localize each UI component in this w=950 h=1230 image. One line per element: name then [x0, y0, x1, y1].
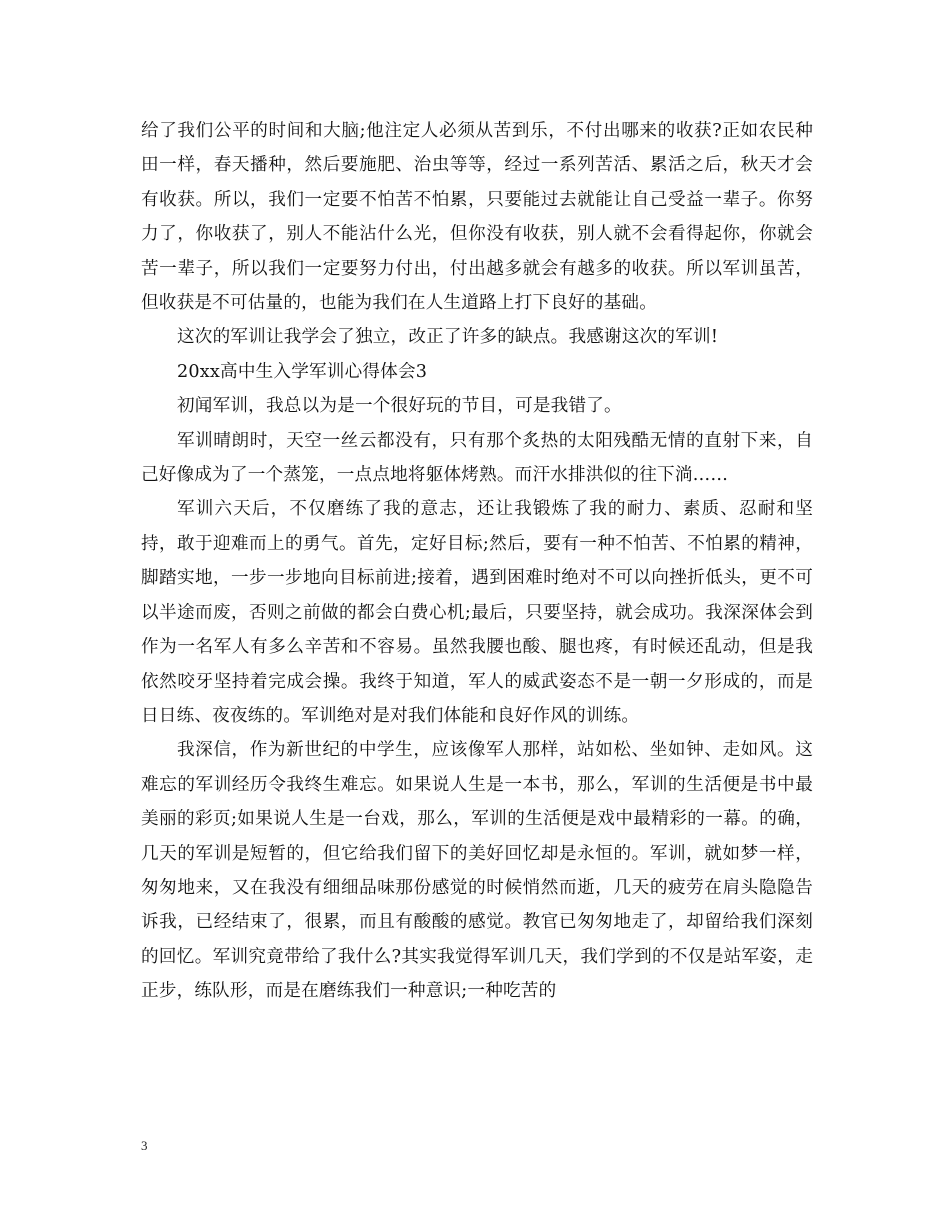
document-body	[141, 114, 813, 1009]
paragraph-gratitude: 这次的军训让我学会了独立，改正了许多的缺点。我感谢这次的军训!	[177, 327, 719, 348]
section-heading: 20xx高中生入学军训心得体会3	[177, 361, 428, 382]
paragraph-continued: 给了我们公平的时间和大脑;他注定人必须从苦到乐，不付出哪来的收获?正如农民种田一样，春天播种，然后要施肥、治虫等等，经过一系列苦活、累活之后，秋天才会有收获。所以，我们一定要不怕苦不怕累，只要能过去就能让自己受益一辈子。你努力了，你收获了，别人不能沾什么光，但你没有收获，别人就不会看得起你，你就会苦一辈子，所以我们一定要努力付出，付出越多就会有越多的收获。所以军训虽苦，但收获是不可估量的，也能为我们在人生道路上打下良好的基础。	[141, 121, 813, 314]
paragraph-sunny-training: 军训晴朗时，天空一丝云都没有，只有那个炙热的太阳残酷无情的直射下来，自己好像成为了一个蒸笼，一点点地将躯体烤熟。而汗水排洪似的往下淌……	[141, 430, 813, 486]
paragraph-belief: 我深信，作为新世纪的中学生，应该像军人那样，站如松、坐如钟、走如风。这难忘的军训经历令我终生难忘。如果说人生是一本书，那么，军训的生活便是书中最美丽的彩页;如果说人生是一台戏，那么，军训的生活便是戏中最精彩的一幕。的确，几天的军训是短暂的，但它给我们留下的美好回忆却是永恒的。军训，就如梦一样，匆匆地来，又在我没有细细品味那份感觉的时候悄然而逝，几天的疲劳在肩头隐隐告诉我，已经结束了，很累，而且有酸酸的感觉。教官已匆匆地走了，却留给我们深刻的回忆。军训究竟带给了我什么?其实我觉得军训几天，我们学到的不仅是站军姿，走正步，练队形，而是在磨练我们一种意识;一种吃苦的	[141, 740, 813, 1002]
paragraph-first-impression: 初闻军训，我总以为是一个很好玩的节目，可是我错了。	[177, 396, 622, 417]
paragraph-six-days: 军训六天后，不仅磨练了我的意志，还让我锻炼了我的耐力、素质、忍耐和坚持，敢于迎难而上的勇气。首先，定好目标;然后，要有一种不怕苦、不怕累的精神，脚踏实地，一步一步地向目标前进;接着，遇到困难时绝对不可以向挫折低头，更不可以半途而废，否则之前做的都会白费心机;最后，只要坚持，就会成功。我深深体会到作为一名军人有多么辛苦和不容易。虽然我腰也酸、腿也疼，有时候还乱动，但是我依然咬牙坚持着完成会操。我终于知道，军人的威武姿态不是一朝一夕形成的，而是日日练、夜夜练的。军训绝对是对我们体能和良好作风的训练。	[141, 499, 813, 726]
page-number: 3	[141, 1138, 148, 1153]
